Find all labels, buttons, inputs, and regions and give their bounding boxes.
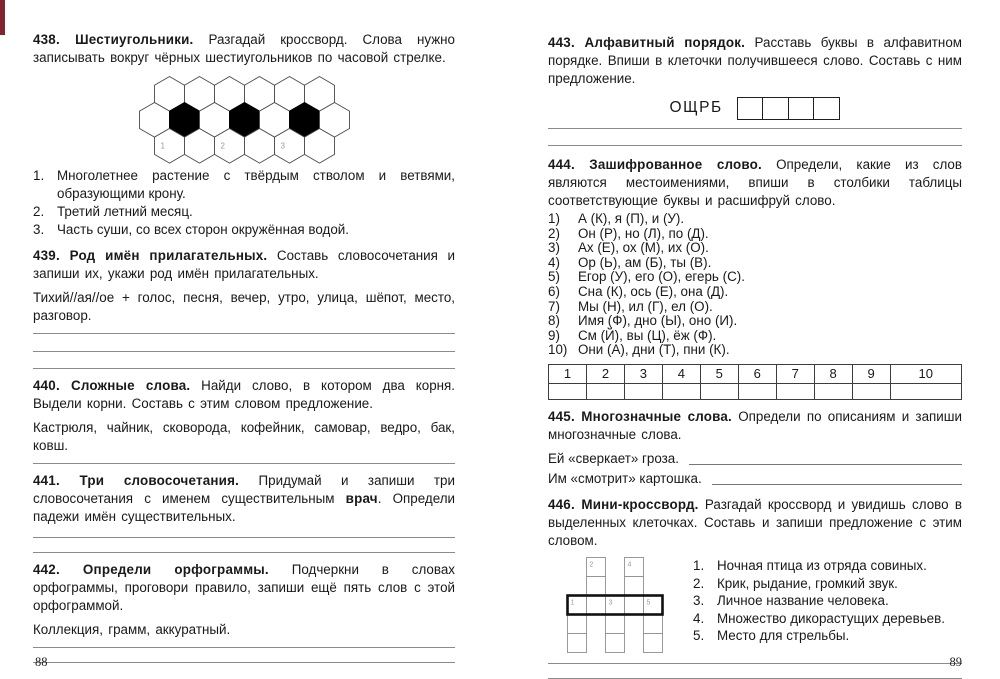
exercise-444-heading xyxy=(548,156,962,210)
clue-item xyxy=(693,610,962,628)
list-item xyxy=(548,212,962,227)
exercise-446-instructions: Разгадай кроссворд и увидишь слово в выделенных клеточках. Составь и запиши предложение с этим словом. xyxy=(548,496,962,548)
exercise-438-instructions: Разгадай кроссворд. Слова нужно записывать вокруг чёрных шестиугольников по часовой стрелке. xyxy=(33,32,455,65)
letter-table-header-cell: 8 xyxy=(814,364,852,383)
letter-table-answer-cell xyxy=(624,383,662,399)
description-row xyxy=(548,450,962,468)
clue-number: 3. xyxy=(693,593,705,609)
letter-table-answer-cell xyxy=(586,383,624,399)
exercise-439-number: 439. Род имён прилагательных. xyxy=(33,248,268,263)
exercise-442-heading xyxy=(33,561,455,615)
clue-text: Часть суши, со всех сторон окружённая водой. xyxy=(57,222,349,237)
letters-task-row xyxy=(548,96,962,120)
answer-line xyxy=(712,484,962,485)
item-text: Ах (Е), ох (М), их (О). xyxy=(578,240,709,256)
list-item xyxy=(548,227,962,242)
list-item xyxy=(548,256,962,271)
svg-text:3: 3 xyxy=(280,141,285,151)
exercise-442-number: 442. Определи орфограммы. xyxy=(33,562,269,577)
clue-number: 1. xyxy=(33,168,45,183)
item-text: Мы (Н), ил (Г), ел (О). xyxy=(578,298,713,314)
answer-line xyxy=(689,464,962,465)
exercise-440-number: 440. Сложные слова. xyxy=(33,378,191,393)
letter-table-answer-cell xyxy=(814,383,852,399)
exercise-442-instructions: Подчеркни в словах орфограммы, проговори правило, запиши ещё пять слов с этой орфограммой. xyxy=(33,562,455,613)
clue-number: 2. xyxy=(33,204,45,219)
exercise-440-words: Кастрюля, чайник, сковорода, кофейник, самовар, ведро, бак, ковш. xyxy=(33,420,455,453)
exercise-438 xyxy=(33,31,455,239)
svg-text:1: 1 xyxy=(570,599,575,607)
item-number: 1) xyxy=(548,211,560,226)
list-item xyxy=(548,285,962,300)
item-text: См (Й), вы (Ц), ёж (Ф). xyxy=(578,327,717,343)
hexagon-crossword-figure xyxy=(33,75,455,165)
clue-number: 1. xyxy=(693,557,705,573)
letter-table-answer-cell xyxy=(776,383,814,399)
exercise-446-number: 446. Мини-кроссворд. xyxy=(548,496,699,512)
clue-number: 5. xyxy=(693,628,705,644)
page-number-left: 88 xyxy=(35,655,48,669)
exercise-438-number: 438. Шестиугольники. xyxy=(33,32,194,47)
svg-text:2: 2 xyxy=(220,141,225,151)
binding-mark xyxy=(0,0,5,35)
exercise-443 xyxy=(548,34,962,146)
svg-text:4: 4 xyxy=(627,561,632,569)
letter-table-answer-cell xyxy=(890,383,961,399)
exercise-446 xyxy=(548,496,962,679)
letter-box xyxy=(762,97,789,120)
clue-number: 4. xyxy=(693,610,705,626)
writing-line xyxy=(33,662,455,663)
letter-table-header-cell: 7 xyxy=(776,364,814,383)
exercise-445-heading xyxy=(548,408,962,444)
exercise-438-clues xyxy=(33,167,455,239)
item-number: 4) xyxy=(548,254,560,270)
letter-box xyxy=(737,97,764,120)
clue-item xyxy=(33,221,455,239)
exercise-442 xyxy=(33,561,455,663)
writing-line xyxy=(33,333,455,334)
description-text: Им «смотрит» картошка. xyxy=(548,470,702,486)
list-item xyxy=(548,270,962,285)
writing-line xyxy=(33,647,455,648)
exercise-445 xyxy=(548,408,962,488)
exercise-438-heading xyxy=(33,31,455,67)
clue-item xyxy=(693,575,962,593)
exercise-446-heading xyxy=(548,496,962,550)
exercise-444 xyxy=(548,156,962,400)
clue-number: 2. xyxy=(693,575,705,591)
exercise-443-heading xyxy=(548,34,962,88)
exercise-444-items xyxy=(548,212,962,358)
exercise-439-heading xyxy=(33,247,455,283)
exercise-439-instructions: Составь словосочетания и запиши их, укажи род имён прилагательных. xyxy=(33,248,455,281)
exercise-441-heading xyxy=(33,472,455,526)
list-item xyxy=(548,329,962,344)
exercise-439 xyxy=(33,247,455,369)
exercise-446-body xyxy=(548,555,962,655)
clue-text: Третий летний месяц. xyxy=(57,204,193,219)
letter-table-answer-cell xyxy=(738,383,776,399)
exercise-440 xyxy=(33,377,455,464)
item-text: Имя (Ф), дно (Ы), оно (И). xyxy=(578,313,738,329)
exercise-441-bold-word: врач xyxy=(345,491,378,506)
clue-text: Множество дикорастущих деревьев. xyxy=(717,610,945,626)
item-number: 8) xyxy=(548,313,560,329)
exercise-443-instructions: Расставь буквы в алфавитном порядке. Впиши в клеточки получившееся слово. Составь с ним предложение. xyxy=(548,35,962,86)
letters-label: ОЩРБ xyxy=(669,99,723,116)
letter-table-header-row xyxy=(549,364,962,383)
writing-line xyxy=(33,537,455,538)
svg-text:5: 5 xyxy=(646,599,651,607)
exercise-441-instructions: Придумай и запиши три словосочетания с именем существительным xyxy=(33,473,455,506)
item-text: Егор (У), его (О), егерь (С). xyxy=(578,269,745,285)
list-item xyxy=(548,241,962,256)
item-text: Ор (Ь), ам (Б), ты (В). xyxy=(578,254,712,270)
writing-line xyxy=(548,663,962,664)
item-text: Сна (К), ось (Е), она (Д). xyxy=(578,283,729,299)
item-text: Он (Р), но (Л), по (Д). xyxy=(578,225,709,241)
clue-item xyxy=(693,557,962,575)
list-item xyxy=(548,314,962,329)
item-number: 9) xyxy=(548,327,560,343)
letter-table-header-cell: 4 xyxy=(662,364,700,383)
letter-table-header-cell: 6 xyxy=(738,364,776,383)
exercise-440-heading xyxy=(33,377,455,413)
writing-line xyxy=(33,351,455,352)
letter-table-header-cell: 1 xyxy=(549,364,587,383)
item-number: 3) xyxy=(548,240,560,256)
item-number: 10) xyxy=(548,342,568,358)
svg-text:3: 3 xyxy=(608,599,613,607)
item-text: А (К), я (П), и (У). xyxy=(578,211,685,226)
item-number: 2) xyxy=(548,225,560,241)
item-text: Они (А), дни (Т), пни (К). xyxy=(578,342,730,358)
writing-line xyxy=(33,552,455,553)
letter-table-header-cell: 5 xyxy=(700,364,738,383)
letter-table-answer-cell xyxy=(549,383,587,399)
exercise-444-instructions: Определи, какие из слов являются местоимениями, впиши в столбики таблицы соответствующие буквы и расшифруй слово. xyxy=(548,157,962,208)
exercise-444-number: 444. Зашифрованное слово. xyxy=(548,157,762,172)
letter-table-header-cell: 3 xyxy=(624,364,662,383)
svg-text:2: 2 xyxy=(589,561,594,569)
writing-line xyxy=(33,463,455,464)
clue-item xyxy=(33,167,455,203)
exercise-446-clues xyxy=(693,557,962,655)
exercise-445-instructions: Определи по описаниям и запиши многозначные слова. xyxy=(548,408,962,442)
letter-table-answer-cell xyxy=(700,383,738,399)
clue-text: Место для стрельбы. xyxy=(717,628,850,644)
letter-table-answer-cell xyxy=(852,383,890,399)
clue-text: Личное название человека. xyxy=(717,593,889,609)
letter-boxes xyxy=(737,97,841,120)
description-text: Ей «сверкает» гроза. xyxy=(548,450,679,466)
exercise-441 xyxy=(33,472,455,553)
page-left xyxy=(33,0,455,679)
exercise-440-instructions: Найди слово, в котором два корня. Выдели корни. Составь с этим словом предложение. xyxy=(33,378,456,411)
letter-box xyxy=(788,97,815,120)
exercise-441-number: 441. Три словосочетания. xyxy=(33,473,240,488)
page-right xyxy=(548,0,962,679)
letter-table-answer-cell xyxy=(662,383,700,399)
letter-table xyxy=(548,364,962,400)
clue-text: Многолетнее растение с твёрдым стволом и ветвями, образующими крону. xyxy=(57,168,455,201)
letter-table-answer-row xyxy=(549,383,962,399)
exercise-445-number: 445. Многозначные слова. xyxy=(548,408,732,424)
list-item xyxy=(548,343,962,358)
writing-line xyxy=(548,145,962,146)
exercise-442-words: Коллекция, грамм, аккуратный. xyxy=(33,622,231,637)
item-number: 5) xyxy=(548,269,560,285)
item-number: 7) xyxy=(548,298,560,314)
description-row xyxy=(548,470,962,488)
letter-box xyxy=(813,97,840,120)
clue-item xyxy=(693,592,962,610)
clue-number: 3. xyxy=(33,222,45,237)
clue-text: Ночная птица из отряда совиных. xyxy=(717,557,927,573)
exercise-443-number: 443. Алфавитный порядок. xyxy=(548,35,746,50)
letter-table-header-cell: 2 xyxy=(586,364,624,383)
svg-text:1: 1 xyxy=(160,141,165,151)
exercise-439-words: Тихий//ая//ое + голос, песня, вечер, утро, улица, шёпот, место, разговор. xyxy=(33,290,455,323)
clue-item xyxy=(33,203,455,221)
page-number-right: 89 xyxy=(949,655,962,669)
clue-text: Крик, рыдание, громкий звук. xyxy=(717,575,898,591)
writing-line xyxy=(548,128,962,129)
mini-crossword-grid xyxy=(565,555,665,655)
item-number: 6) xyxy=(548,283,560,299)
clue-item xyxy=(693,627,962,645)
letter-table-header-cell: 10 xyxy=(890,364,961,383)
letter-table-header-cell: 9 xyxy=(852,364,890,383)
list-item xyxy=(548,300,962,315)
exercise-441-instructions-tail: . Определи падежи имён существительных. xyxy=(33,491,455,524)
writing-line xyxy=(33,368,455,369)
